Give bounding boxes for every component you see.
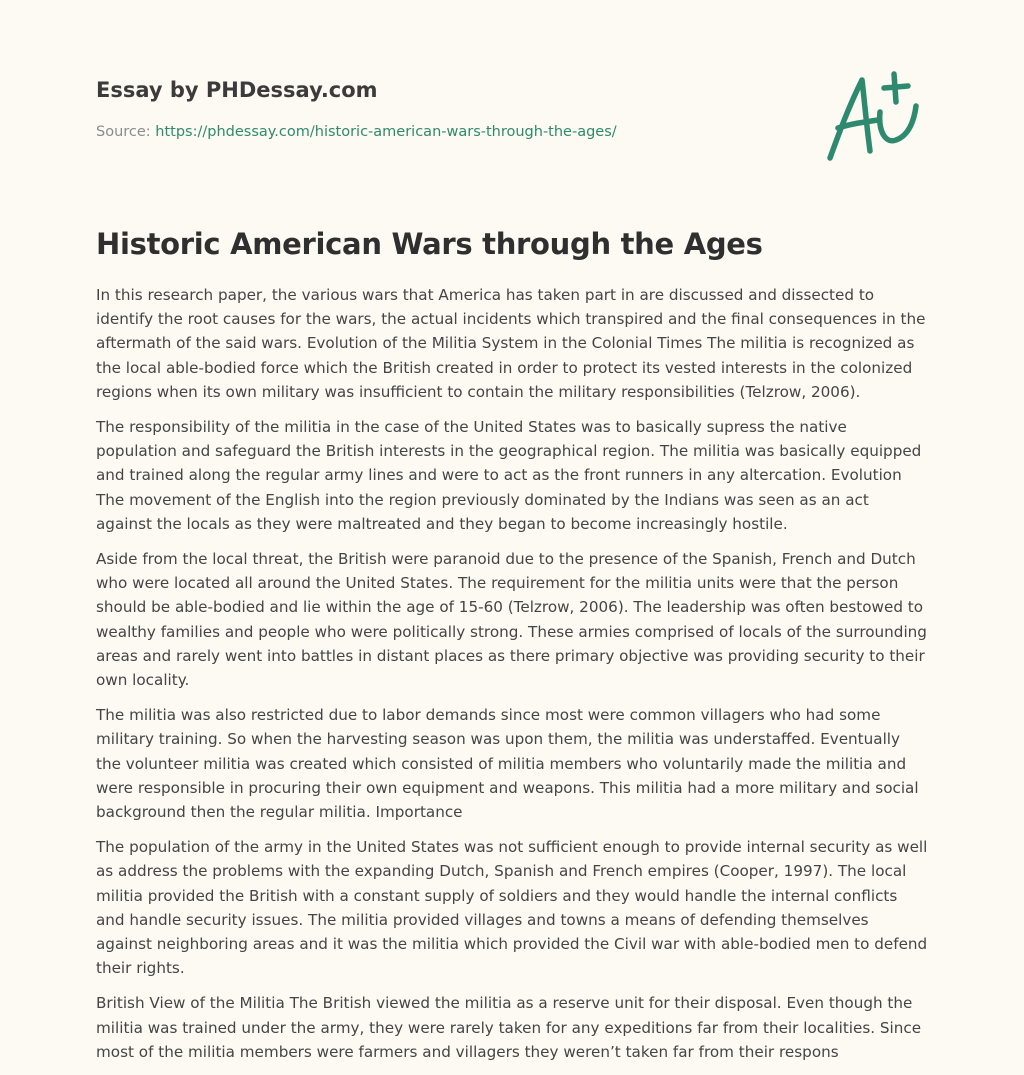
- source-link[interactable]: https://phdessay.com/historic-american-wars-through-the-ages/: [155, 124, 617, 140]
- brand-title: Essay by PHDessay.com: [96, 78, 378, 102]
- paragraph: Aside from the local threat, the British were paranoid due to the presence of the Spanish, French and Dutch who were located all around the United States. The requirement for the militia units were that the person should be able-bodied and lie within the age of 15-60 (Telzrow, 2006). The leadership was often bestowed to wealthy families and people who were politically strong. These armies comprised of locals of the surrounding areas and rarely went into battles in distant places as there primary objective was providing security to their own locality.: [96, 550, 927, 690]
- paragraph: The militia was also restricted due to labor demands since most were common villagers who had some military training. So when the harvesting season was upon them, the militia was understaffed. Eventually the volunteer militia was created which consisted of militia members who voluntarily made the militia and were responsible in procuring their own equipment and weapons. This militia had a more military and social background then the regular militia. Importance: [96, 706, 919, 822]
- paragraph: The population of the army in the United States was not sufficient enough to provide internal security as well as address the problems with the expanding Dutch, Spanish and French empires (Cooper, 1997). The local militia provided the British with a constant supply of soldiers and they would handle the internal conflicts and handle security issues. The militia provided villages and towns a means of defending themselves against neighboring areas and it was the militia which provided the Civil war with able-bodied men to defend their rights.: [96, 838, 928, 978]
- source-label: Source:: [96, 124, 156, 140]
- paragraph: The responsibility of the militia in the case of the United States was to basically supress the native population and safeguard the British interests in the geographical region. The militia was basically equipped and trained along the regular army lines and were to act as the front runners in any altercation. Evolution The movement of the English into the region previously dominated by the Indians was seen as an act against the locals as they were maltreated and they began to become increasingly hostile.: [96, 418, 922, 533]
- paragraph: British View of the Militia The British viewed the militia as a reserve unit for their disposal. Even though the militia was trained under the army, they were rarely taken for any expeditions far from their localities. Since most of the militia members were farmers and villagers they weren’t taken far from their respons: [96, 994, 922, 1061]
- article-body: [96, 283, 928, 1075]
- source-line: [96, 122, 796, 142]
- a-plus-icon: [820, 66, 930, 166]
- paragraph: In this research paper, the various wars that America has taken part in are discussed and dissected to identify the root causes for the wars, the actual incidents which transpired and the final consequences in the aftermath of the said wars. Evolution of the Militia System in the Colonial Times The militia is recognized as the local able-bodied force which the British created in order to protect its vested interests in the colonized regions when its own military was insufficient to contain the military responsibilities (Telzrow, 2006).: [96, 286, 926, 401]
- page-header: [96, 76, 796, 142]
- page-title: Historic American Wars through the Ages: [96, 227, 763, 261]
